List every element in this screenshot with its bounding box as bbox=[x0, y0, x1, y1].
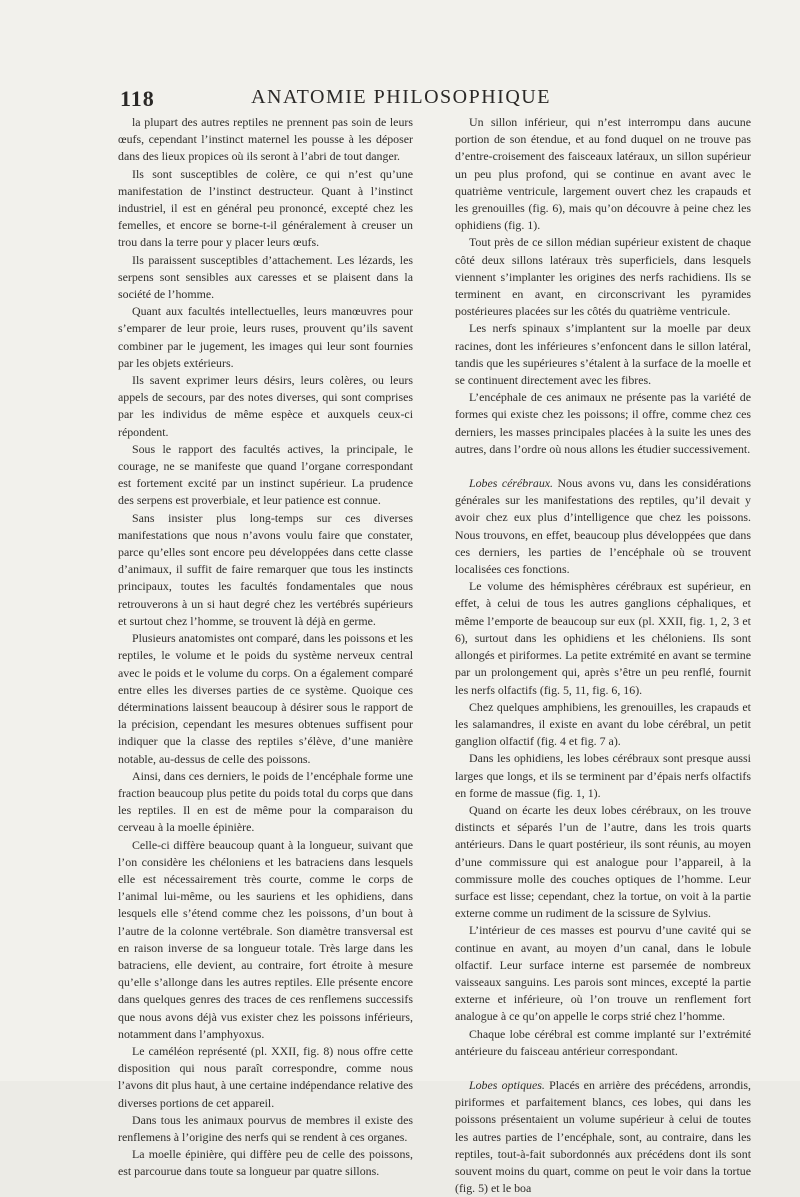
section-lead-italic: Lobes cérébraux. bbox=[469, 476, 554, 491]
paragraph bbox=[455, 389, 751, 458]
page-header bbox=[120, 86, 682, 112]
paragraph bbox=[455, 750, 751, 802]
paragraph-text: Tout près de ce sillon médian supérieur existent de chaque côté deux sillons latéraux très superficiels, dans lesquels viennent s’implanter les origines des nerfs rachidiens. Ils se terminent en avant, en circonscrivant les pyramides postérieures placées sur les côtés du quatrième ventricule. bbox=[455, 235, 751, 319]
left-text-column bbox=[118, 114, 413, 1181]
paragraph: Plusieurs anatomistes ont comparé, dans les poissons et les reptiles, le volume et le poids du système nerveux central avec le poids et le volume du corps. On a également comparé entre elles les diverses parties de ce système. Quoique ces déterminations laissent beaucoup à désirer sous le rapport de la précision, cependant les mesures obtenues suffisent pour indiquer que la classe des reptiles s’élève, d’une manière notable, au-dessus de celle des poissons. bbox=[118, 631, 413, 766]
paragraph: Le caméléon représenté (pl. XXII, fig. 8) nous offre cette disposition qui nous paraît correspondre, comme nous l’avons dit plus haut, à une certaine indépendance relative des diverses portions de cet appareil. bbox=[118, 1043, 413, 1110]
paragraph bbox=[455, 802, 751, 922]
paragraph bbox=[455, 1026, 751, 1060]
paragraph-text: Un sillon inférieur, qui n’est interrompu dans aucune portion de son étendue, et au fond duquel on ne trouve pas d’entre-croisement des faisceaux latéraux, un sillon supérieur un peu plus profond, qui se continue en avant avec le quatrième ventricule, largement ouvert chez les crapauds et les grenouilles (fig. 6), mais qu’on découvre à peine chez les ophidiens (fig. 1). bbox=[455, 115, 751, 233]
paragraph-text: Chaque lobe cérébral est comme implanté sur l’extrémité antérieure du faisceau antérieur correspondant. bbox=[455, 1026, 751, 1058]
paragraph-text: L’intérieur de ces masses est pourvu d’une cavité qui se continue en avant, au moyen d’un canal, dans le lobule olfactif. Leur surface interne est parsemée de nombreux vaisseaux sanguins. Les parois sont minces, excepté la partie externe et inférieure, où l’on trouve un renflement fort analogue à ce qu’on appelle le corps strié chez l’homme. bbox=[455, 923, 751, 1024]
paragraph: Celle-ci diffère beaucoup quant à la longueur, suivant que l’on considère les chéloniens et les batraciens dans lesquels elle est nécessairement très courte, comme le corps de l’animal lui-même, ou les sauriens et les ophidiens, dans lesquels elle s’étend comme chez les poissons, d’un bout à l’autre de la colonne vertébrale. Son diamètre transversal est en raison inverse de sa longueur totale. Très large dans les batraciens, elle devient, au contraire, fort étroite à mesure qu’elle s’allonge dans les autres reptiles. Elle présente encore dans quelques genres des traces de ces renflemens successifs que nous avons déjà vus exister chez les poissons inférieurs, notamment dans l’amphyoxus. bbox=[118, 837, 413, 1041]
paragraph: Ils savent exprimer leurs désirs, leurs colères, ou leurs appels de secours, par des notes diverses, qui sont comprises par les individus de même espèce et auxquels ceux-ci répondent. bbox=[118, 373, 413, 439]
paragraph bbox=[455, 114, 751, 234]
paragraph bbox=[455, 234, 751, 320]
paragraph: Ils paraissent susceptibles d’attachement. Les lézards, les serpens sont sensibles aux caresses et se plaisent dans la société de l’homme. bbox=[118, 252, 413, 302]
paragraph bbox=[455, 475, 751, 578]
paragraph-text: Chez quelques amphibiens, les grenouilles, les crapauds et les salamandres, il existe en avant du lobe cérébral, un petit ganglion olfactif (fig. 4 et fig. 7 a). bbox=[455, 699, 751, 749]
paragraph-text: Nous avons vu, dans les considérations générales sur les manifestations des reptiles, qu’il devait y avoir chez eux plus d’intelligence que chez les poissons. Nous trouvons, en effet, beaucoup plus développées que dans ces derniers, les parties de l’encéphale où se trouvent localisées ces fonctions. bbox=[455, 476, 751, 577]
paragraph-text: Les nerfs spinaux s’implantent sur la moelle par deux racines, dont les inférieures s’enfoncent dans le sillon latéral, tandis que les supérieures s’étalent à la surface de la moelle et se continuent directement avec les fibres. bbox=[455, 321, 751, 388]
paragraph-text: Placés en arrière des précédens, arrondis, piriformes et parfaitement blancs, ces lobes, qui dans les poissons présentaient un volume supérieur à celui de toutes les autres parties de l’encéphale, sont, au contraire, dans les reptiles, tout-à-fait subordonnés aux précédens dont ils sont souvent moins du quart, comme on peut le voir dans la tortue (fig. 5) et le boa bbox=[455, 1077, 752, 1196]
paragraph bbox=[455, 699, 751, 751]
paragraph: La moelle épinière, qui diffère peu de celle des poissons, est parcourue dans toute sa longueur par quatre sillons. bbox=[118, 1147, 413, 1179]
paragraph bbox=[455, 922, 751, 1025]
paragraph bbox=[455, 320, 751, 389]
paragraph: Dans tous les animaux pourvus de membres il existe des renflemens à l’origine des nerfs qui se rendent à ces organes. bbox=[118, 1112, 413, 1144]
page-number: 118 bbox=[120, 86, 155, 111]
paragraph: Quant aux facultés intellectuelles, leurs manœuvres pour s’emparer de leur proie, leurs ruses, prouvent qu’ils savent combiner par le jugement, les images qui leur sont fournies par les objets extérieurs. bbox=[118, 304, 413, 370]
paragraph-text: Quand on écarte les deux lobes cérébraux, on les trouve distincts et séparés l’un de l’autre, dans les trois quarts antérieurs. Dans le quart postérieur, ils sont réunis, au moyen d’une commissure qui est analogue pour l’appareil, à la commissure molle des couches optiques de l’homme. Leur surface est lisse; cependant, chez la tortue, on voit à la partie externe comme un rudiment de la scissure de Sylvius. bbox=[455, 802, 751, 921]
paragraph bbox=[455, 578, 751, 698]
paragraph: Ainsi, dans ces derniers, le poids de l’encéphale forme une fraction beaucoup plus petite du poids total du corps que dans les reptiles. Il en est de même pour la comparaison du cerveau à la moelle épinière. bbox=[118, 768, 413, 835]
paragraph: Sans insister plus long-temps sur ces diverses manifestations que nous n’avons voulu faire que constater, parce qu’elles sont encore peu développées dans cette classe d’animaux, il suffit de faire remarquer que tous les instincts principaux, toutes les facultés fondamentales que nous retrouverons à un si haut degré chez les vertébrés supérieurs et surtout chez l’homme, se trouvent là déjà en germe. bbox=[118, 510, 413, 628]
paragraph: la plupart des autres reptiles ne prennent pas soin de leurs œufs, cependant l’instinct maternel les pousse à les déposer dans des lieux propices où ils seront à l’abri de tout danger. bbox=[118, 115, 413, 164]
right-text-column bbox=[455, 114, 751, 1197]
section-lead-italic: Lobes optiques. bbox=[469, 1077, 545, 1092]
paragraph-text: Le volume des hémisphères cérébraux est supérieur, en effet, à celui de tous les autres ganglions céphaliques, et même l’emporte de beaucoup sur eux (pl. XXII, fig. 1, 2, 3 et 6), surtout dans les ophidiens et les chéloniens. Ils sont allongés et piriformes. La petite extrémité en avant se termine par un prolongement qui, après s’être un peu renflé, fournit les nerfs olfactifs (fig. 5, 11, fig. 6, 16). bbox=[455, 579, 751, 697]
paragraph: Ils sont susceptibles de colère, ce qui n’est qu’une manifestation de l’instinct destructeur. Quant à l’instinct industriel, il est en général peu prononcé, excepté chez les femelles, et encore se borne-t-il généralement à creuser un trou dans la terre pour y placer leurs œufs. bbox=[118, 166, 413, 250]
paragraph-text: Dans les ophidiens, les lobes cérébraux sont presque aussi larges que longs, et ils se terminent par d’épais nerfs olfactifs en forme de massue (fig. 1, 1). bbox=[455, 751, 751, 800]
paragraph bbox=[455, 1077, 751, 1197]
paragraph: Sous le rapport des facultés actives, la principale, le courage, ne se manifeste que quand l’organe correspondant est fortement excité par un instinct supérieur. La prudence des serpens est proverbiale, et leur patience est connue. bbox=[118, 441, 413, 508]
paragraph-text: L’encéphale de ces animaux ne présente pas la variété de formes qui existe chez les poissons; il offre, comme chez ces derniers, les masses principales placées à la suite les unes des autres, dans l’ordre où nous allons les étudier successivement. bbox=[455, 390, 751, 456]
running-title: ANATOMIE PHILOSOPHIQUE bbox=[251, 86, 551, 108]
